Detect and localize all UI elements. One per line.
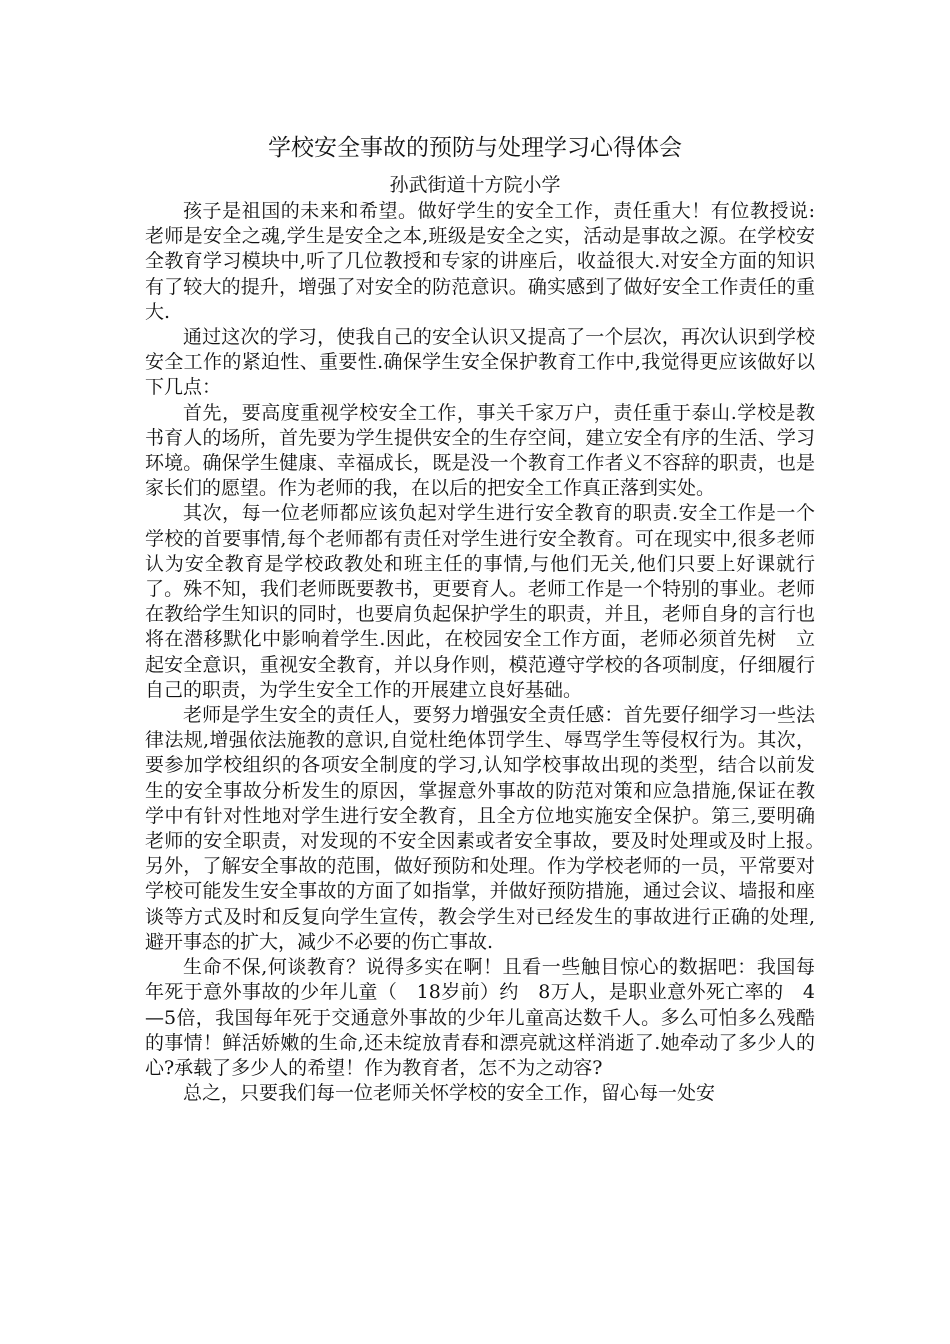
paragraph: 总之，只要我们每一位老师关怀学校的安全工作，留心每一处安 <box>183 1082 716 1105</box>
paragraph: 老师是学生安全的责任人，要努力增强安全责任感：首先要仔细学习一些法律法规,增强依法施教的意识,自觉杜绝体罚学生、辱骂学生等侵权行为。其次，要参加学校组织的各项安全制度的学习,认知学校事故出现的类型，结合以前发生的安全事故分析发生的原因，掌握意外事故的防范对策和应急措施,保证在教学中有针对性地对学生进行安全教育，且全方位地实施安全保护。第三,要明确老师的安全职责，对发现的不安全因素或者安全事故，要及时处理或及时上报。 另外，了解安全事故的范围，做好预防和处理。作为学校老师的一员，平常要对学校可能发生安全事故的方面了如指掌，并做好预防措施，通过会议、墙报和座谈等方式及时和反复向学生宣传，教会学生对已经发生的事故进行正确的处理,避开事态的扩大，减少不必要的伤亡事故. <box>145 704 835 953</box>
document-subtitle: 孙武街道十方院小学 <box>389 174 561 196</box>
document-body <box>145 199 835 1106</box>
paragraph: 孩子是祖国的未来和希望。做好学生的安全工作，责任重大！有位教授说:老师是安全之魂,学生是安全之本,班级是安全之实，活动是事故之源。在学校安全教育学习模块中,听了几位教授和专家的讲座后，收益很大.对安全方面的知识有了较大的提升，增强了对安全的防范意识。确实感到了做好安全工作责任的重大. <box>145 200 815 323</box>
paragraph: 首先，要高度重视学校安全工作，事关千家万户，责任重于泰山.学校是教书育人的场所，首先要为学生提供安全的生存空间，建立安全有序的生活、学习环境。确保学生健康、幸福成长，既是没一个教育工作者义不容辞的职责，也是家长们的愿望。作为老师的我，在以后的把安全工作真正落到实处。 <box>145 401 815 500</box>
paragraph: 生命不保,何谈教育？说得多实在啊！且看一些触目惊心的数据吧：我国每年死于意外事故的少年儿童（ 18岁前）约 8万人，是职业意外死亡率的 4—5倍，我国每年死于交通意外事故的少年儿童高达数千人。多么可怕多么残酷的事情！鲜活娇嫩的生命,还未绽放青春和漂亮就这样消逝了.她牵动了多少人的心?承载了多少人的希望！作为教育者，怎不为之动容? <box>145 956 815 1079</box>
paragraph: 通过这次的学习，使我自己的安全认识又提高了一个层次，再次认识到学校安全工作的紧迫性、重要性.确保学生安全保护教育工作中,我觉得更应该做好以下几点： <box>145 326 815 399</box>
paragraph: 其次，每一位老师都应该负起对学生进行安全教育的职责.安全工作是一个学校的首要事情,每个老师都有责任对学生进行安全教育。可在现实中,很多老师认为安全教育是学校政教处和班主任的事情,与他们无关,他们只要上好课就行了。殊不知，我们老师既要教书，更要育人。老师工作是一个特别的事业。老师在教给学生知识的同时，也要肩负起保护学生的职责，并且，老师自身的言行也将在潜移默化中影响着学生.因此，在校园安全工作方面，老师必须首先树 立起安全意识，重视安全教育，并以身作则，模范遵守学校的各项制度，仔细履行自己的职责，为学生安全工作的开展建立良好基础。 <box>145 502 815 701</box>
document-title: 学校安全事故的预防与处理学习心得体会 <box>268 135 682 161</box>
